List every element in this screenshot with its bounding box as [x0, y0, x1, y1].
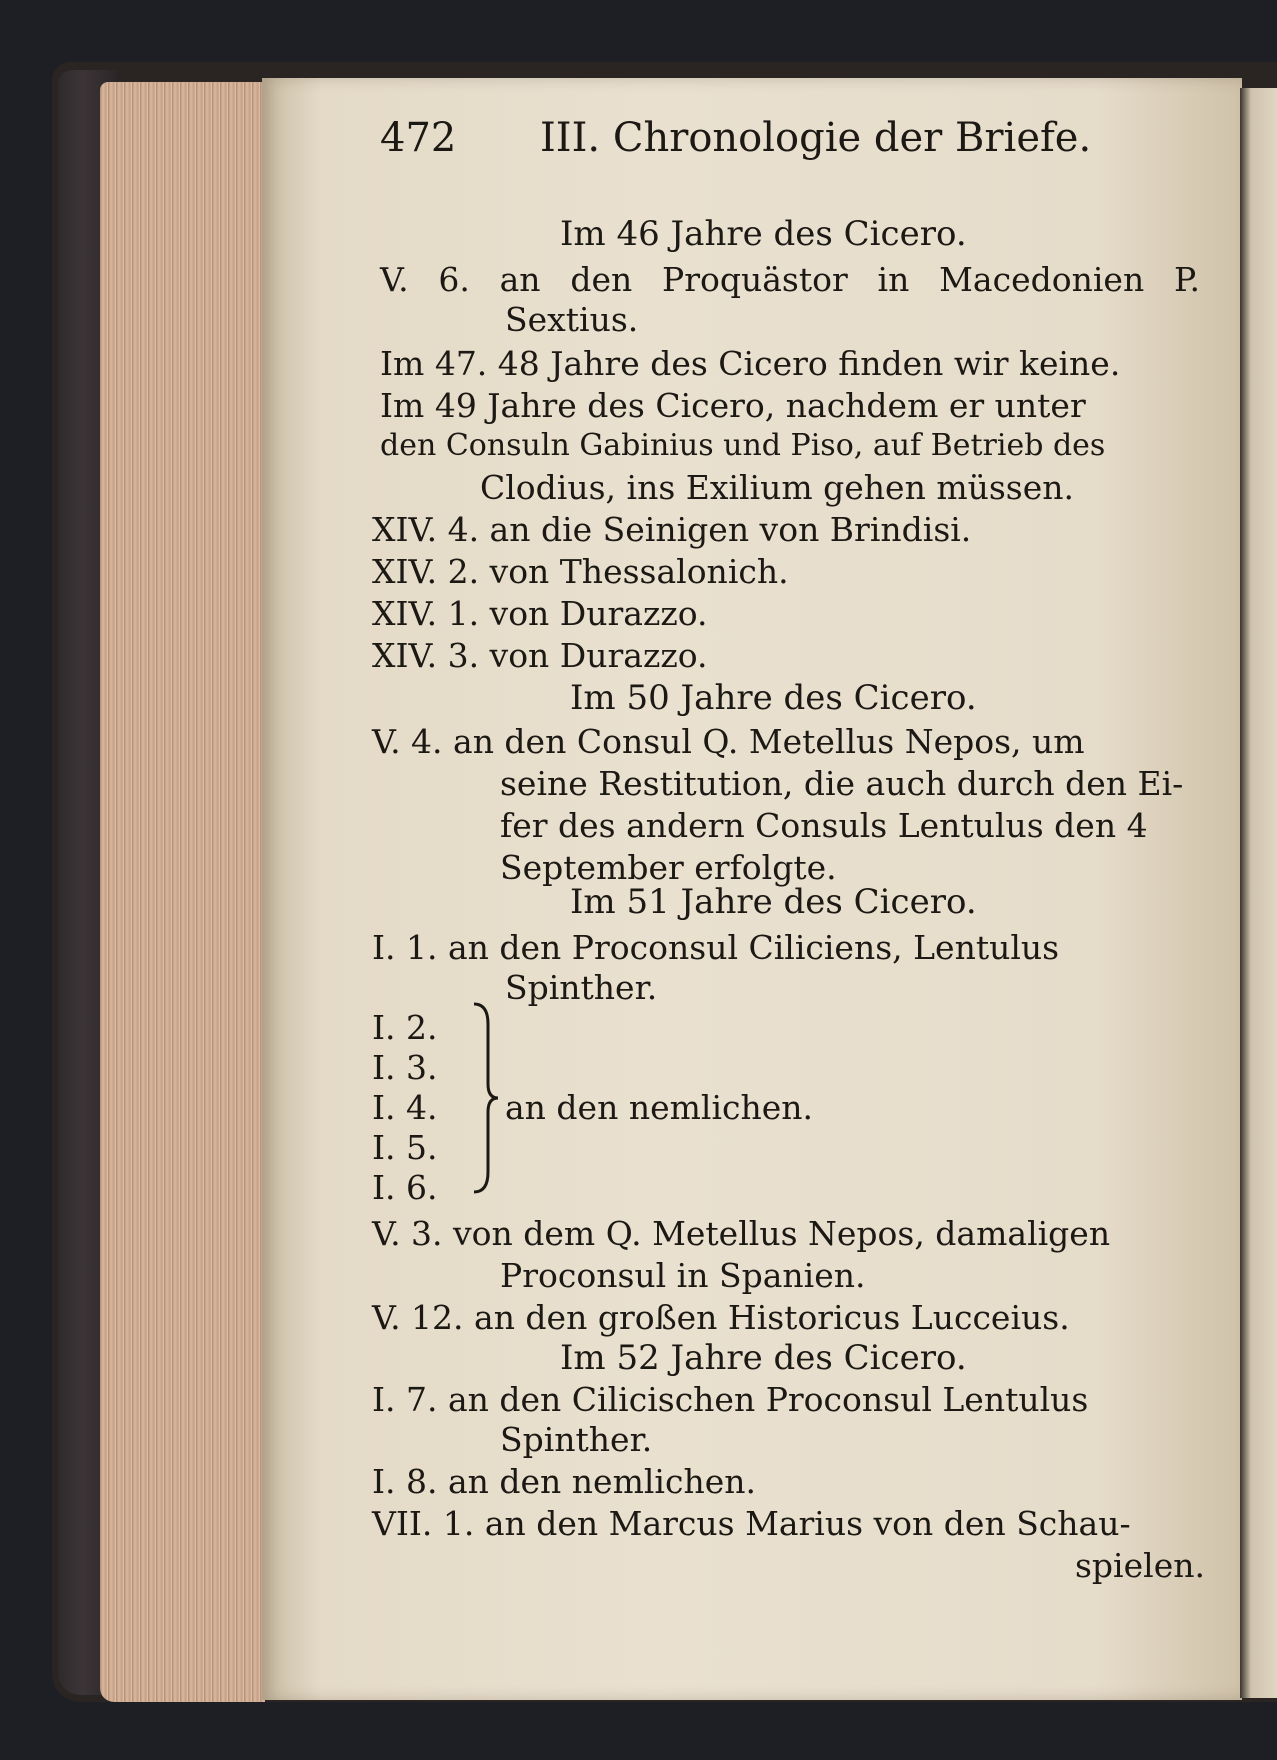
letter-entry: I. 7. an den Cilicischen Proconsul Lentulus: [372, 1380, 1089, 1419]
letter-entry: VII. 1. an den Marcus Marius von den Schau-: [372, 1504, 1131, 1543]
letter-entry: I. 4.: [372, 1088, 438, 1127]
letter-entry-cont: Spinther.: [505, 968, 658, 1007]
letter-entry: I. 3.: [372, 1048, 438, 1087]
page-number: 472: [380, 115, 457, 161]
curly-brace-icon: [470, 1000, 500, 1196]
section-heading: Im 51 Jahre des Cicero.: [570, 882, 977, 922]
letter-entry: XIV. 4. an die Seinigen von Brindisi.: [372, 510, 972, 549]
letter-entry-cont: spielen.: [1075, 1546, 1205, 1585]
section-heading: Im 47. 48 Jahre des Cicero finden wir keine.: [380, 344, 1121, 383]
letter-entry: V. 4. an den Consul Q. Metellus Nepos, um: [372, 722, 1085, 761]
letter-entry-cont: Proconsul in Spanien.: [500, 1256, 866, 1295]
letter-entry: V. 12. an den großen Historicus Lucceius.: [372, 1298, 1070, 1337]
letter-entry: XIV. 1. von Durazzo.: [372, 594, 708, 633]
section-heading: Im 50 Jahre des Cicero.: [570, 678, 977, 718]
section-heading: Im 52 Jahre des Cicero.: [560, 1338, 967, 1378]
letter-entry: I. 8. an den nemlichen.: [372, 1462, 756, 1501]
section-heading-cont: den Consuln Gabinius und Piso, auf Betrieb des: [380, 428, 1106, 463]
running-title: III. Chronologie der Briefe.: [540, 115, 1092, 161]
letter-entry: XIV. 2. von Thessalonich.: [372, 552, 789, 591]
letter-entry-cont: seine Restitution, die auch durch den Ei-: [500, 764, 1184, 803]
letter-entry: I. 6.: [372, 1168, 438, 1207]
letter-entry-cont: Sextius.: [505, 300, 639, 339]
grouped-entry-text: an den nemlichen.: [505, 1088, 814, 1127]
letter-entry-cont: Spinther.: [500, 1420, 653, 1459]
letter-entry: I. 1. an den Proconsul Ciliciens, Lentulus: [372, 928, 1060, 967]
letter-entry: V. 3. von dem Q. Metellus Nepos, damaligen: [372, 1214, 1111, 1253]
section-heading-cont: Clodius, ins Exilium gehen müssen.: [480, 468, 1075, 507]
letter-entry: V. 6. an den Proquästor in Macedonien P.: [380, 260, 1200, 299]
letter-entry-cont: September erfolgte.: [500, 848, 837, 887]
letter-entry: I. 2.: [372, 1008, 438, 1047]
letter-entry: I. 5.: [372, 1128, 438, 1167]
section-heading: Im 49 Jahre des Cicero, nachdem er unter: [380, 386, 1086, 425]
section-heading: Im 46 Jahre des Cicero.: [560, 214, 967, 254]
letter-entry: XIV. 3. von Durazzo.: [372, 636, 708, 675]
letter-entry-cont: fer des andern Consuls Lentulus den 4: [500, 806, 1148, 845]
